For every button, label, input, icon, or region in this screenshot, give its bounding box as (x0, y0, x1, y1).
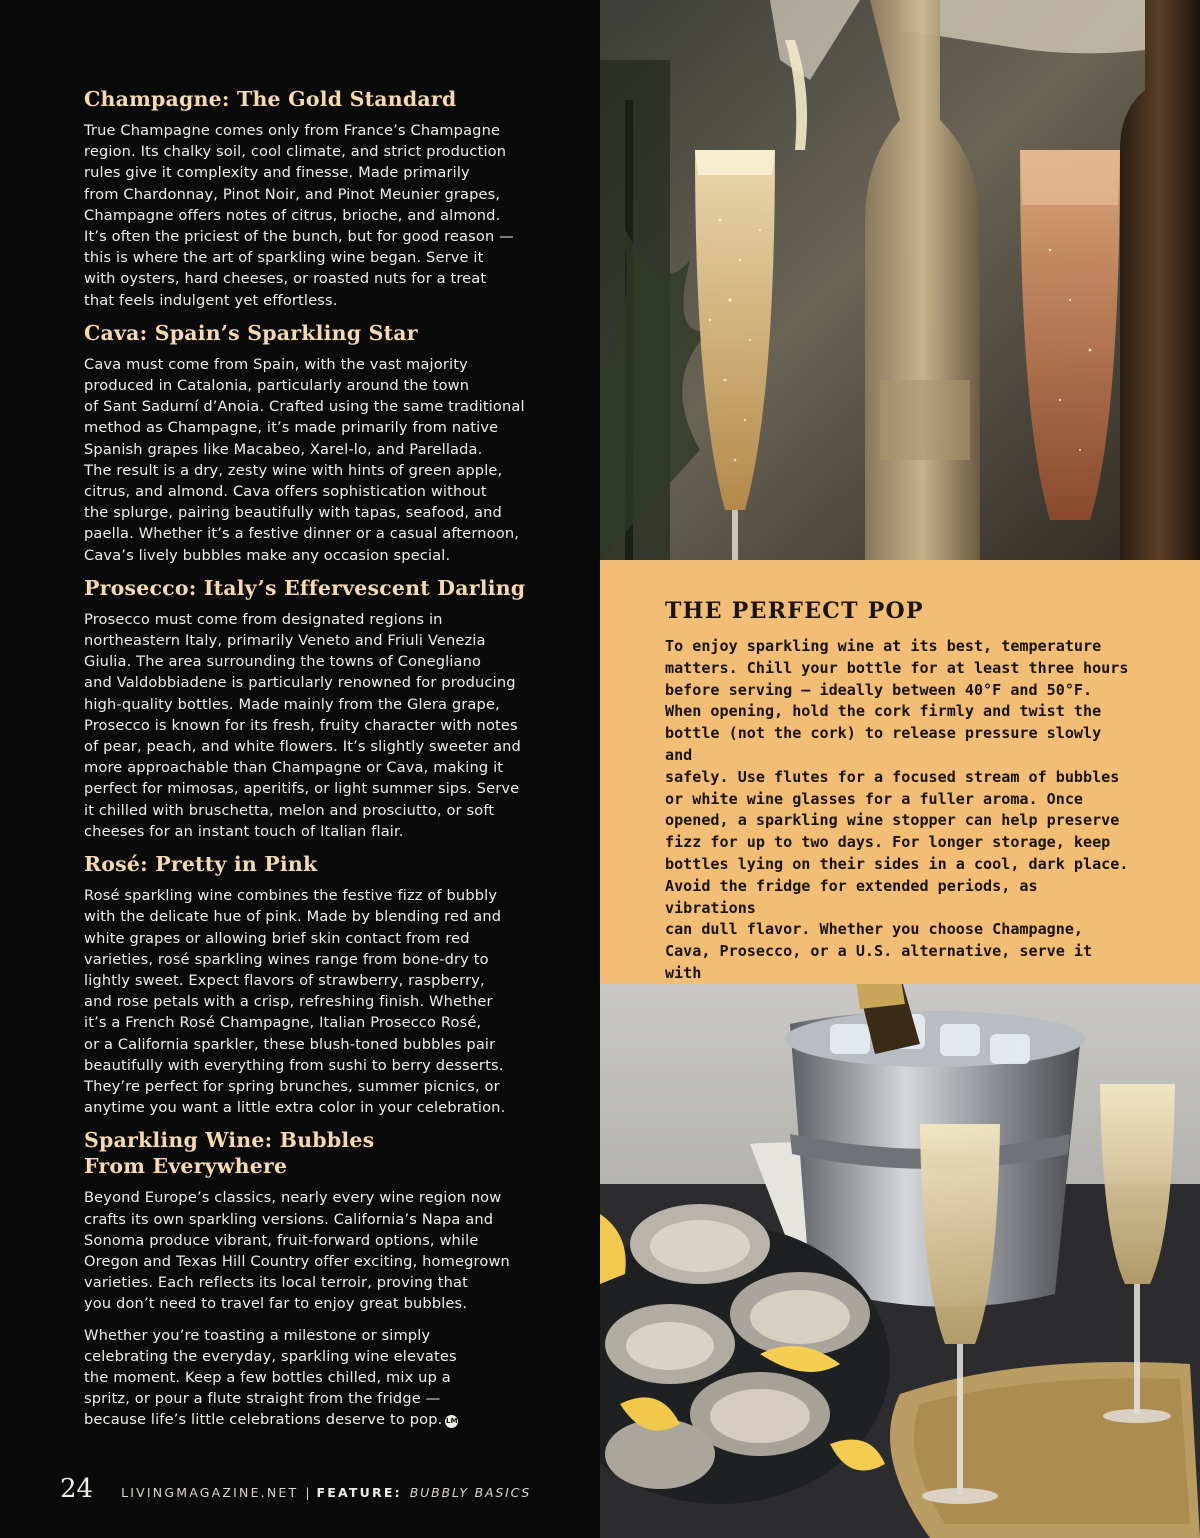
end-mark-icon: LM (445, 1415, 458, 1428)
page-footer (60, 1474, 580, 1506)
section-heading-prosecco: Prosecco: Italy’s Effervescent Darling (84, 575, 526, 600)
closing-text: Whether you’re toasting a milestone or simply celebrating the everyday, sparkling wine elevates the moment. Keep a few bottles chilled, mix up a spritz, or pour a flute straight from the fridge — because life’s little celebrations deserve to pop. (84, 1326, 457, 1429)
footer-site: LIVINGMAGAZINE.NET (121, 1485, 299, 1500)
section-body-prosecco: Prosecco must come from designated regions in northeastern Italy, primarily Veneto and Friuli Venezia Giulia. The area surrounding the towns of Conegliano and Valdobbiadene is particularly renowned for producing high-quality bottles. Made mainly from the Glera grape, Prosecco is known for its fresh, fruity character with notes of pear, peach, and white flowers. It’s slightly sweeter and more approachable than Champagne or Cava, making it perfect for mimosas, aperitifs, or light summer sips. Serve it chilled with bruschetta, melon and prosciutto, or soft cheeses for an instant touch of Italian flair. (84, 610, 521, 840)
oysters-ice-bucket-illustration (600, 984, 1200, 1538)
champagne-pour-illustration (600, 0, 1200, 560)
footer-feature-label: FEATURE: (316, 1485, 402, 1500)
section-body-cava: Cava must come from Spain, with the vast majority produced in Catalonia, particularly around the town of Sant Sadurní d’Anoia. Crafted using the same traditional method as Champagne, it’s made primarily from native Spanish grapes like Macabeo, Xarel-lo, and Parellada. The result is a dry, zesty wine with hints of green apple, citrus, and almond. Cava offers sophistication without the splurge, pairing beautifully with tapas, seafood, and paella. Whether it’s a festive dinner or a casual afternoon, Cava’s lively bubbles make any occasion special. (84, 355, 525, 564)
section-body-sparkling-wine: Beyond Europe’s classics, nearly every wine region now crafts its own sparkling versions. California’s Napa and Sonoma produce vibrant, fruit-forward options, while Oregon and Texas Hill Country offer exciting, homegrown varieties. Each reflects its local terroir, proving that you don’t need to travel far to enjoy great bubbles. (84, 1189, 510, 1313)
sidebar-title: THE PERFECT POP (665, 598, 924, 624)
section-heading-champagne: Champagne: The Gold Standard (84, 87, 457, 111)
footer-separator: | (305, 1485, 310, 1500)
footer-topic: BUBBLY BASICS (409, 1485, 532, 1500)
champagne-pour-photo (600, 0, 1200, 560)
perfect-pop-sidebar (600, 560, 1200, 984)
oysters-and-ice-bucket-photo (600, 984, 1200, 1538)
article-body (84, 86, 554, 1440)
section-heading-rose: Rosé: Pretty in Pink (84, 852, 318, 877)
sidebar-body: To enjoy sparkling wine at its best, temperature matters. Chill your bottle for at least three hours before serving — ideally between 40°F and 50°F. When opening, hold the cork firmly and twist the bottle (not the cork) to release pressure slowly and safely. Use flutes for a focused stream of bubbles or white wine glasses for a fuller aroma. Once opened, a sparkling wine stopper can help preserve fizz for up to two days. For longer storage, keep bottles lying on their sides in a cool, dark place. Avoid the fridge for extended periods, as vibrations can dull flavor. Whether you choose Champagne, Cava, Prosecco, or a U.S. alternative, serve it with (665, 637, 1129, 982)
section-heading-cava: Cava: Spain’s Sparkling Star (84, 320, 418, 345)
page-number: 24 (60, 1474, 94, 1504)
section-heading-sparkling-wine: Sparkling Wine: Bubbles From Everywhere (84, 1128, 375, 1179)
section-body-champagne: True Champagne comes only from France’s Champagne region. Its chalky soil, cool climate, and strict production rules give it complexity and finesse. Made primarily from Chardonnay, Pinot Noir, and Pinot Meunier grapes, Champagne offers notes of citrus, brioche, and almond. It’s often the priciest of the bunch, but for good reason — this is where the art of sparkling wine began. Serve it with oysters, hard cheeses, or roasted nuts for a treat that feels indulgent yet effortless. (84, 122, 514, 309)
section-body-rose: Rosé sparkling wine combines the festive fizz of bubbly with the delicate hue of pink. Made by blending red and white grapes or allowing brief skin contact from red varieties, rosé sparkling wines range from bone-dry to lightly sweet. Expect flavors of strawberry, raspberry, and rose petals with a crisp, refreshing finish. Whether it’s a French Rosé Champagne, Italian Prosecco Rosé, or a California sparkler, these blush-toned bubbles pair beautifully with everything from sushi to berry desserts. They’re perfect for spring brunches, summer picnics, or anytime you want a little extra color in your celebration. (84, 887, 506, 1117)
closing-paragraph (84, 1325, 554, 1431)
